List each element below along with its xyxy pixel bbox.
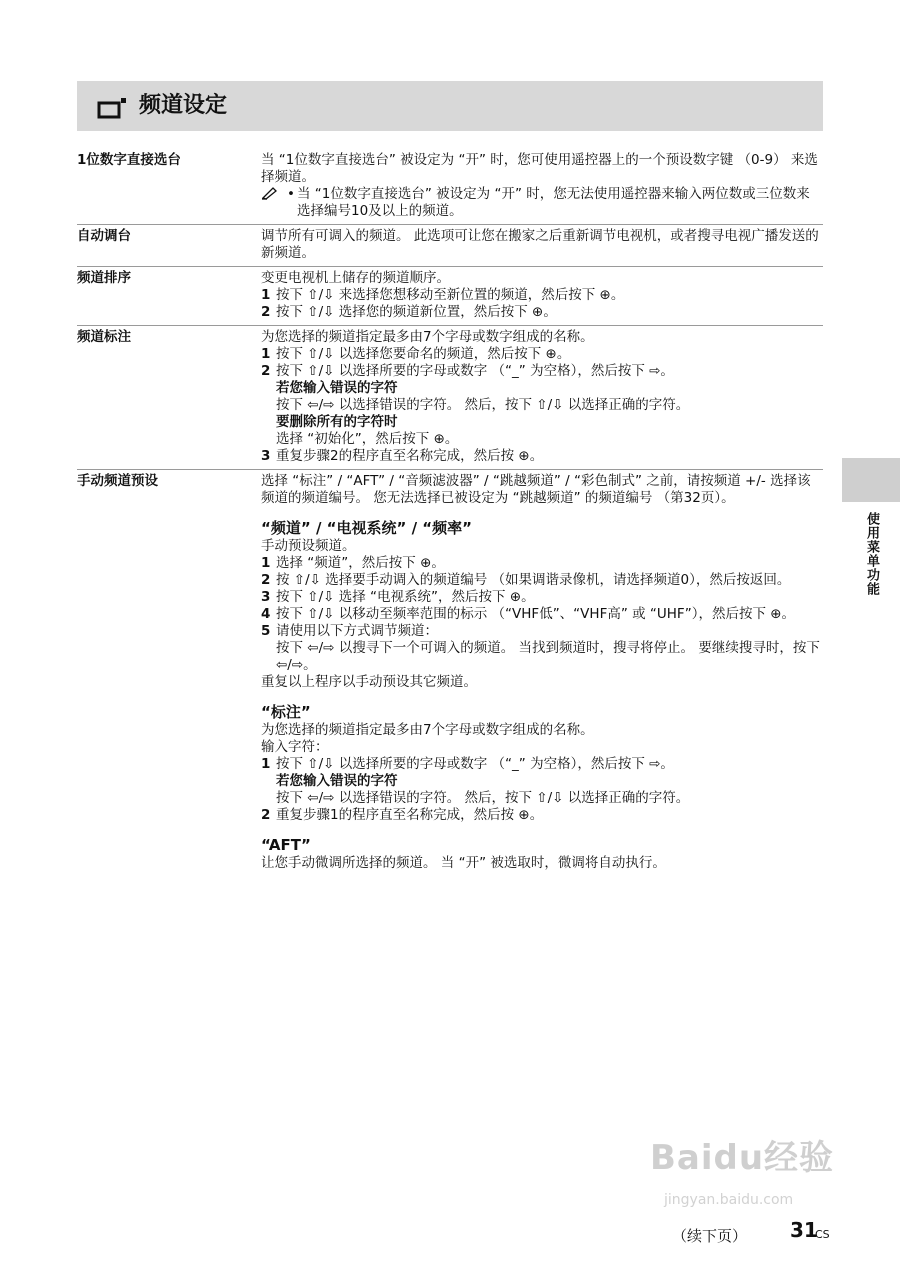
sub-text: 选择 “初始化”，然后按下 ⊕。: [276, 431, 459, 447]
description-text: 为您选择的频道指定最多由7个字母或数字组成的名称。: [261, 329, 594, 345]
description-text: 调节所有可调入的频道。 此选项可让您在搬家之后重新调节电视机，或者搜寻电视广播发送的新频道。: [261, 228, 819, 261]
sub-text: 按下 ⇦/⇨ 以选择错误的字符。 然后，按下 ⇧/⇩ 以选择正确的字符。: [276, 790, 690, 806]
step-text: 按 ⇧/⇩ 选择要手动调入的频道编号 （如果调谐录像机，请选择频道0），然后按返回。: [276, 572, 791, 588]
setting-row: [77, 149, 823, 225]
step-number: 2: [261, 304, 271, 320]
description-text: 重复以上程序以手动预设其它频道。: [261, 674, 477, 690]
description-text: 让您手动微调所选择的频道。 当 “开” 被选取时，微调将自动执行。: [261, 855, 666, 871]
setting-description: [261, 152, 823, 220]
step: [261, 287, 823, 304]
step-number: 1: [261, 287, 271, 303]
step: [261, 555, 823, 572]
setting-term: 自动调台: [77, 228, 131, 244]
step-text: 按下 ⇧/⇩ 以选择您要命名的频道，然后按下 ⊕。: [276, 346, 571, 362]
subsection-title: “标注”: [261, 703, 311, 721]
step-text: 重复步骤2的程序直至名称完成，然后按 ⊕。: [276, 448, 544, 464]
sub-text: 按下 ⇦/⇨ 以搜寻下一个可调入的频道。 当找到频道时，搜寻将停止。 要继续搜寻时，按下 ⇦/⇨。: [276, 640, 820, 673]
side-tab-label: 使用菜单功能: [864, 512, 879, 596]
step-number: 1: [261, 555, 271, 571]
step-text: 按下 ⇧/⇩ 以移动至频率范围的标示 （“VHF低”、“VHF高” 或 “UHF”），然后按下 ⊕。: [276, 606, 796, 622]
step: [261, 756, 823, 773]
subsection-title: “频道” / “电视系统” / “频率”: [261, 519, 472, 537]
section-header: [77, 81, 823, 131]
note: [261, 186, 823, 220]
step-text: 按下 ⇧/⇩ 以选择所要的字母或数字 （“_” 为空格），然后按下 ⇨。: [276, 756, 674, 772]
step: [261, 623, 823, 640]
step-number: 1: [261, 346, 271, 362]
step: [261, 448, 823, 465]
description-text: 变更电视机上储存的频道顺序。: [261, 270, 450, 286]
note-bullet: •: [287, 186, 295, 202]
note-text: 当 “1位数字直接选台” 被设定为 “开” 时，您无法使用遥控器来输入两位数或三位数来选择编号10及以上的频道。: [297, 186, 810, 219]
setting-row: [77, 225, 823, 267]
step-text: 请使用以下方式调节频道：: [276, 623, 438, 639]
page-number: 31: [790, 1218, 818, 1242]
sub-heading: 若您输入错误的字符: [276, 380, 398, 396]
continued-note: （续下页）: [672, 1227, 748, 1245]
step-number: 4: [261, 606, 271, 622]
setting-term: 手动频道预设: [77, 473, 158, 489]
description-text: 手动预设频道。: [261, 538, 356, 554]
sub-heading: 若您输入错误的字符: [276, 773, 398, 789]
step-text: 按下 ⇧/⇩ 选择 “电视系统”，然后按下 ⊕。: [276, 589, 535, 605]
sub-text: 按下 ⇦/⇨ 以选择错误的字符。 然后，按下 ⇧/⇩ 以选择正确的字符。: [276, 397, 690, 413]
step: [261, 304, 823, 321]
setting-term: 频道排序: [77, 270, 131, 286]
step-number: 3: [261, 448, 271, 464]
description-text: 当 “1位数字直接选台” 被设定为 “开” 时，您可使用遥控器上的一个预设数字键 （0-9） 来选择频道。: [261, 152, 818, 185]
setting-term: 1位数字直接选台: [77, 152, 181, 168]
setting-description: [261, 329, 823, 465]
step-number: 3: [261, 589, 271, 605]
step-text: 重复步骤1的程序直至名称完成，然后按 ⊕。: [276, 807, 544, 823]
step: [261, 807, 823, 824]
watermark: Baidu经验: [650, 1138, 835, 1178]
watermark-url: jingyan.baidu.com: [664, 1192, 794, 1208]
setting-row: [77, 326, 823, 470]
step: [261, 589, 823, 606]
step-text: 按下 ⇧/⇩ 来选择您想移动至新位置的频道，然后按下 ⊕。: [276, 287, 625, 303]
step: [261, 572, 823, 589]
page-suffix: CS: [815, 1228, 830, 1241]
channel-setup-icon: [97, 97, 129, 124]
step-text: 按下 ⇧/⇩ 以选择所要的字母或数字 （“_” 为空格），然后按下 ⇨。: [276, 363, 674, 379]
step-text: 选择 “频道”，然后按下 ⊕。: [276, 555, 445, 571]
subsection-title: “AFT”: [261, 836, 311, 854]
description-text: 选择 “标注” / “AFT” / “音频滤波器” / “跳越频道” / “彩色制式” 之前，请按频道 +/- 选择该频道的频道编号。 您无法选择已被设定为 “跳越频道” 的频道编号 （第32页）。: [261, 473, 811, 506]
note-pencil-icon: [261, 186, 287, 220]
step-number: 5: [261, 623, 271, 639]
step-number: 2: [261, 363, 271, 379]
step: [261, 346, 823, 363]
description-text: 为您选择的频道指定最多由7个字母或数字组成的名称。: [261, 722, 594, 738]
sub-heading: 要删除所有的字符时: [276, 414, 398, 430]
description-text: 输入字符：: [261, 739, 329, 755]
side-tab: [842, 458, 900, 502]
setting-description: [261, 270, 823, 321]
setting-description: [261, 228, 823, 262]
step-number: 1: [261, 756, 271, 772]
section-title: 频道设定: [139, 93, 228, 118]
setting-description: [261, 473, 823, 872]
settings-table: [77, 149, 823, 876]
step-number: 2: [261, 807, 271, 823]
step-text: 按下 ⇧/⇩ 选择您的频道新位置，然后按下 ⊕。: [276, 304, 557, 320]
step-number: 2: [261, 572, 271, 588]
step: [261, 363, 823, 380]
step: [261, 606, 823, 623]
setting-row: [77, 470, 823, 876]
setting-row: [77, 267, 823, 326]
setting-term: 频道标注: [77, 329, 131, 345]
